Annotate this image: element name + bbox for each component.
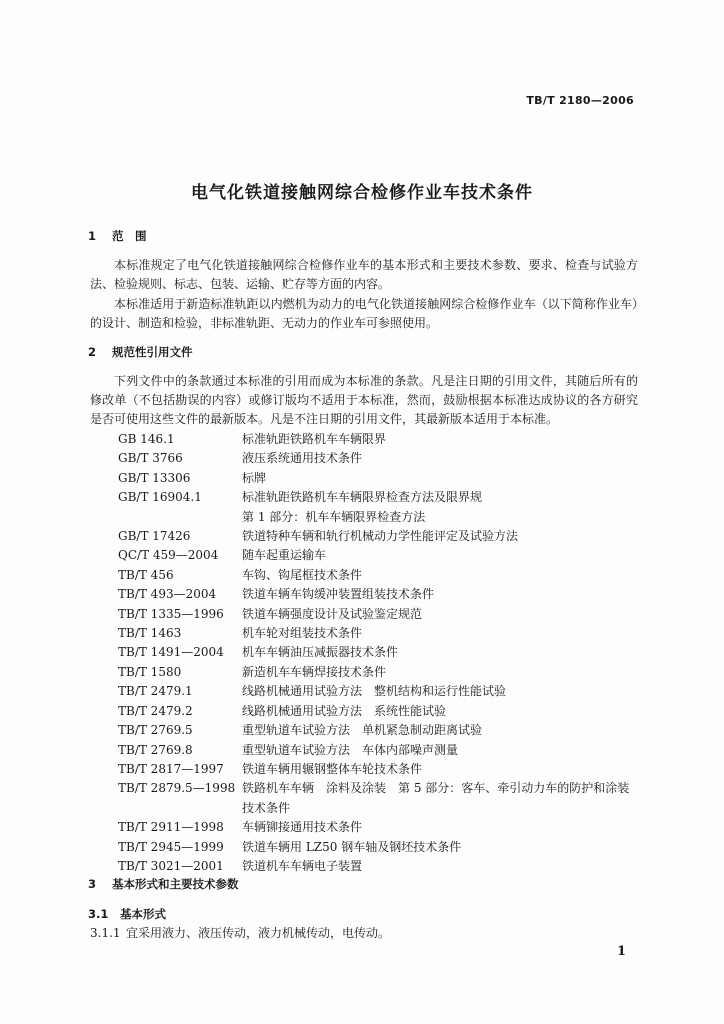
reference-item: [118, 721, 648, 740]
section-1-heading: [88, 228, 147, 244]
reference-code: TB/T 2769.5: [118, 723, 193, 738]
clause-text: 宜采用液力、液压传动，液力机械传动，电传动。: [126, 926, 391, 940]
section-number: 3.1: [88, 907, 109, 921]
reference-item: [118, 430, 648, 449]
reference-code: TB/T 1580: [118, 664, 182, 679]
section-title: 基本形式: [120, 907, 166, 921]
reference-title: 线路机械通用试验方法 系统性能试验: [242, 703, 447, 718]
reference-item: [118, 760, 648, 779]
section-title: 范 围: [112, 229, 147, 243]
section-3-1-heading: [88, 906, 166, 922]
paragraph-text: 下列文件中的条款通过本标准的引用而成为本标准的条款。凡是注日期的引用文件，其随后所有的修改单（不包括勘误的内容）或修订版均不适用于本标准，然而，鼓励根据本标准达成协议的各方研究是否可使用这些文件的最新版本。凡是不注日期的引用文件，其最新版本适用于本标准。: [90, 374, 638, 426]
reference-item-continuation: [118, 799, 648, 818]
reference-title: 车辆铆接通用技术条件: [242, 820, 363, 835]
reference-item: [118, 605, 648, 624]
reference-title: 机车轮对组装技术条件: [242, 626, 363, 641]
reference-item: [118, 702, 648, 721]
section-number: 3: [88, 877, 97, 891]
reference-title: 第 1 部分：机车车辆限界检查方法: [242, 509, 426, 524]
reference-title: 随车起重运输车: [242, 548, 327, 563]
reference-title: 标准轨距铁路机车车辆限界检查方法及限界规: [242, 490, 483, 505]
section-1-paragraph-1: [90, 256, 638, 294]
document-title: 电气化铁道接触网综合检修作业车技术条件: [191, 183, 533, 203]
reference-item: [118, 682, 648, 701]
reference-code: QC/T 459—2004: [118, 548, 219, 563]
reference-code: GB/T 17426: [118, 529, 191, 544]
reference-code: GB/T 16904.1: [118, 490, 202, 505]
reference-title: 液压系统通用技术条件: [242, 451, 363, 466]
section-2-heading: [88, 344, 193, 360]
section-1-paragraph-2: [90, 295, 638, 333]
reference-item: [118, 469, 648, 488]
reference-title: 铁道特种车辆和轨行机械动力学性能评定及试验方法: [242, 529, 519, 544]
section-title: 基本形式和主要技术参数: [112, 877, 239, 891]
reference-code: TB/T 2479.2: [118, 703, 193, 718]
reference-code: TB/T 2879.5—1998: [118, 781, 236, 796]
section-2-paragraph: [90, 372, 638, 429]
section-3-heading: [88, 876, 239, 892]
reference-code: GB/T 13306: [118, 470, 191, 485]
reference-code: TB/T 1335—1996: [118, 606, 224, 621]
reference-code: TB/T 2817—1997: [118, 761, 224, 776]
reference-title: 线路机械通用试验方法 整机结构和运行性能试验: [242, 684, 507, 699]
reference-code: TB/T 3021—2001: [118, 858, 224, 873]
reference-title: 铁道车辆车钩缓冲装置组装技术条件: [242, 587, 435, 602]
reference-title: 重型轨道车试验方法 单机紧急制动距离试验: [242, 723, 483, 738]
reference-code: TB/T 493—2004: [118, 587, 217, 602]
reference-title: 车钩、钩尾框技术条件: [242, 567, 363, 582]
reference-title: 新造机车车辆焊接技术条件: [242, 664, 387, 679]
reference-code: GB/T 3766: [118, 451, 183, 466]
reference-code: GB 146.1: [118, 432, 175, 446]
normative-references-list: [118, 430, 648, 876]
reference-title: 铁道车辆用辗钢整体车轮技术条件: [242, 761, 423, 776]
reference-item-continuation: [118, 508, 648, 527]
reference-item: [118, 546, 648, 565]
reference-item: [118, 818, 648, 837]
reference-item: [118, 663, 648, 682]
reference-title: 铁道车辆用 LZ50 钢车轴及钢坯技术条件: [242, 839, 462, 854]
reference-item: [118, 779, 648, 798]
reference-title: 机车车辆油压减振器技术条件: [242, 645, 399, 660]
reference-item: [118, 566, 648, 585]
reference-title: 铁道车辆强度设计及试验鉴定规范: [242, 606, 423, 621]
reference-title: 技术条件: [242, 800, 291, 815]
reference-item: [118, 585, 648, 604]
clause-number: 3.1.1: [90, 926, 121, 940]
standard-code: TB/T 2180—2006: [526, 94, 634, 107]
paragraph-text: 本标准规定了电气化铁道接触网综合检修作业车的基本形式和主要技术参数、要求、检查与试验方法、检验规则、标志、包装、运输、贮存等方面的内容。: [90, 258, 638, 291]
reference-title: 重型轨道车试验方法 车体内部噪声测量: [242, 742, 459, 757]
reference-code: TB/T 2479.1: [118, 684, 193, 699]
reference-title: 标准轨距铁路机车车辆限界: [242, 432, 387, 446]
reference-item: [118, 857, 648, 876]
reference-item: [118, 624, 648, 643]
section-title: 规范性引用文件: [112, 345, 193, 359]
reference-code: TB/T 456: [118, 567, 174, 582]
reference-item: [118, 741, 648, 760]
reference-code: TB/T 1491—2004: [118, 645, 224, 660]
reference-code: TB/T 1463: [118, 626, 182, 641]
reference-title: 铁道机车车辆电子装置: [242, 858, 363, 873]
reference-code: [118, 799, 242, 818]
reference-title: 铁路机车车辆 涂料及涂装 第 5 部分：客车、牵引动力车的防护和涂装: [242, 781, 630, 796]
reference-code: TB/T 2911—1998: [118, 820, 224, 835]
reference-title: 标牌: [242, 470, 267, 485]
reference-item: [118, 643, 648, 662]
reference-code: TB/T 2769.8: [118, 742, 193, 757]
page-number: 1: [616, 944, 626, 959]
reference-item: [118, 838, 648, 857]
reference-item: [118, 488, 648, 507]
paragraph-text: 本标准适用于新造标准轨距以内燃机为动力的电气化铁道接触网综合检修作业车（以下简称作业车）的设计、制造和检验，非标准轨距、无动力的作业车可参照使用。: [90, 297, 638, 330]
section-number: 1: [88, 229, 97, 243]
section-number: 2: [88, 345, 97, 359]
reference-item: [118, 449, 648, 468]
reference-item: [118, 527, 648, 546]
reference-code: [118, 508, 242, 527]
reference-code: TB/T 2945—1999: [118, 839, 224, 854]
clause-3-1-1: [90, 924, 390, 941]
